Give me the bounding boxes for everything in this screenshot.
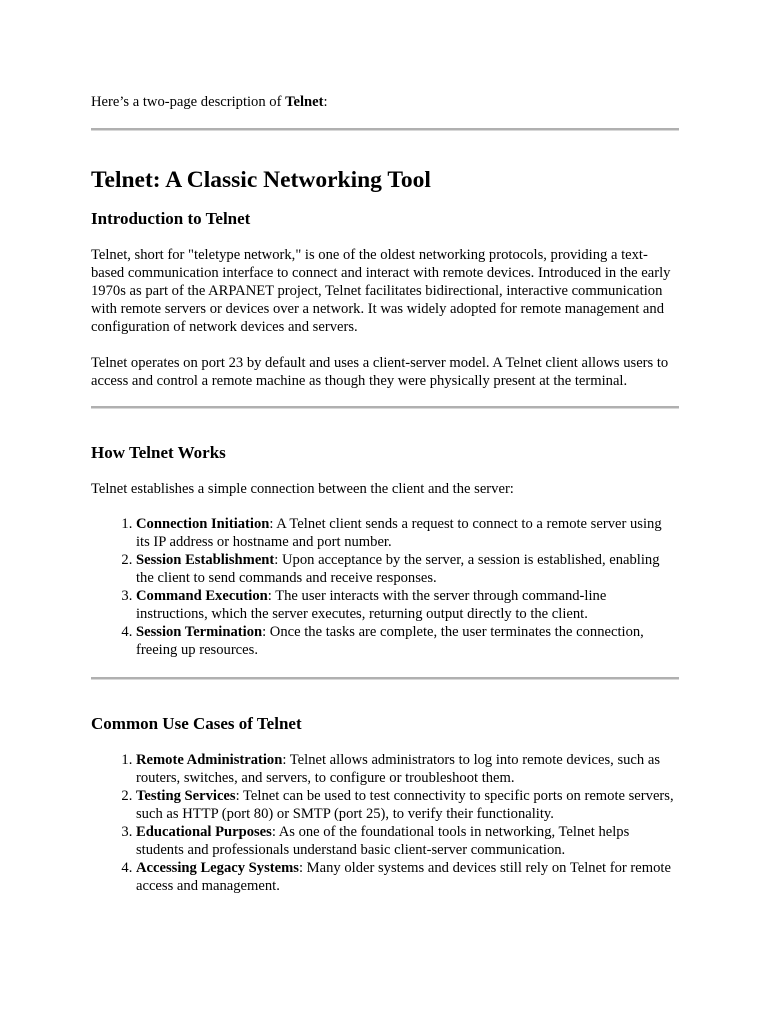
list-item [136,859,679,895]
list-item-term: Accessing Legacy Systems [136,860,299,876]
intro-prefix: Here’s a two-page description of [91,94,286,110]
intro-paragraph-2: Telnet operates on port 23 by default and uses a client-server model. A Telnet client allows users to access and control a remote machine as though they were physically present at the terminal. [91,355,669,389]
list-item-term: Session Termination [136,624,263,640]
horizontal-rule [91,677,679,680]
document-body [91,93,679,895]
page-title: Telnet: A Classic Networking Tool [91,167,431,193]
list-item-text: : A Telnet client sends a request to connect to a remote server using its IP address or hostname and port number. [136,516,662,550]
list-item-text: : Telnet can be used to test connectivity to specific ports on remote servers, such as HTTP (port 80) or SMTP (port 25), to verify their functionality. [136,788,674,822]
intro-bold-term: Telnet [285,94,324,110]
how-lead-paragraph: Telnet establishes a simple connection between the client and the server: [91,481,514,497]
horizontal-rule [91,128,679,131]
use-cases-list [91,751,679,895]
list-item-term: Command Execution [136,588,268,604]
list-item-text: : Upon acceptance by the server, a session is established, enabling the client to send commands and receive responses. [136,552,660,586]
list-item [136,623,679,659]
list-item [136,823,679,859]
list-item-text: : Once the tasks are complete, the user terminates the connection, freeing up resources. [136,624,644,658]
intro-line [91,93,679,111]
intro-paragraph-1: Telnet, short for "teletype network," is one of the oldest networking protocols, providing a text-based communication interface to connect and interact with remote devices. Introduced in the early 1970s as part of the ARPANET project, Telnet facilitates bidirectional, interactive communication with remote servers or devices over a network. It was widely adopted for remote management and configuration of network devices and servers. [91,247,671,335]
list-item-text: : As one of the foundational tools in networking, Telnet helps students and professionals understand basic client-server communication. [136,824,630,858]
list-item-text: : Telnet allows administrators to log into remote devices, such as routers, switches, and servers, to configure or troubleshoot them. [136,752,661,786]
section-heading-introduction: Introduction to Telnet [91,209,251,228]
list-item-term: Session Establishment [136,552,275,568]
list-item-term: Connection Initiation [136,516,270,532]
list-item [136,587,679,623]
list-item [136,551,679,587]
list-item-term: Remote Administration [136,752,283,768]
list-item [136,751,679,787]
section-heading-how-it-works: How Telnet Works [91,443,226,462]
section-heading-use-cases: Common Use Cases of Telnet [91,714,302,733]
list-item-text: : The user interacts with the server through command-line instructions, which the server executes, returning output directly to the client. [136,588,607,622]
list-item-term: Testing Services [136,788,236,804]
list-item-term: Educational Purposes [136,824,272,840]
horizontal-rule [91,406,679,409]
list-item [136,787,679,823]
list-item [136,515,679,551]
intro-suffix: : [323,94,328,110]
list-item-text: : Many older systems and devices still rely on Telnet for remote access and management. [136,860,671,894]
how-steps-list [91,515,679,659]
